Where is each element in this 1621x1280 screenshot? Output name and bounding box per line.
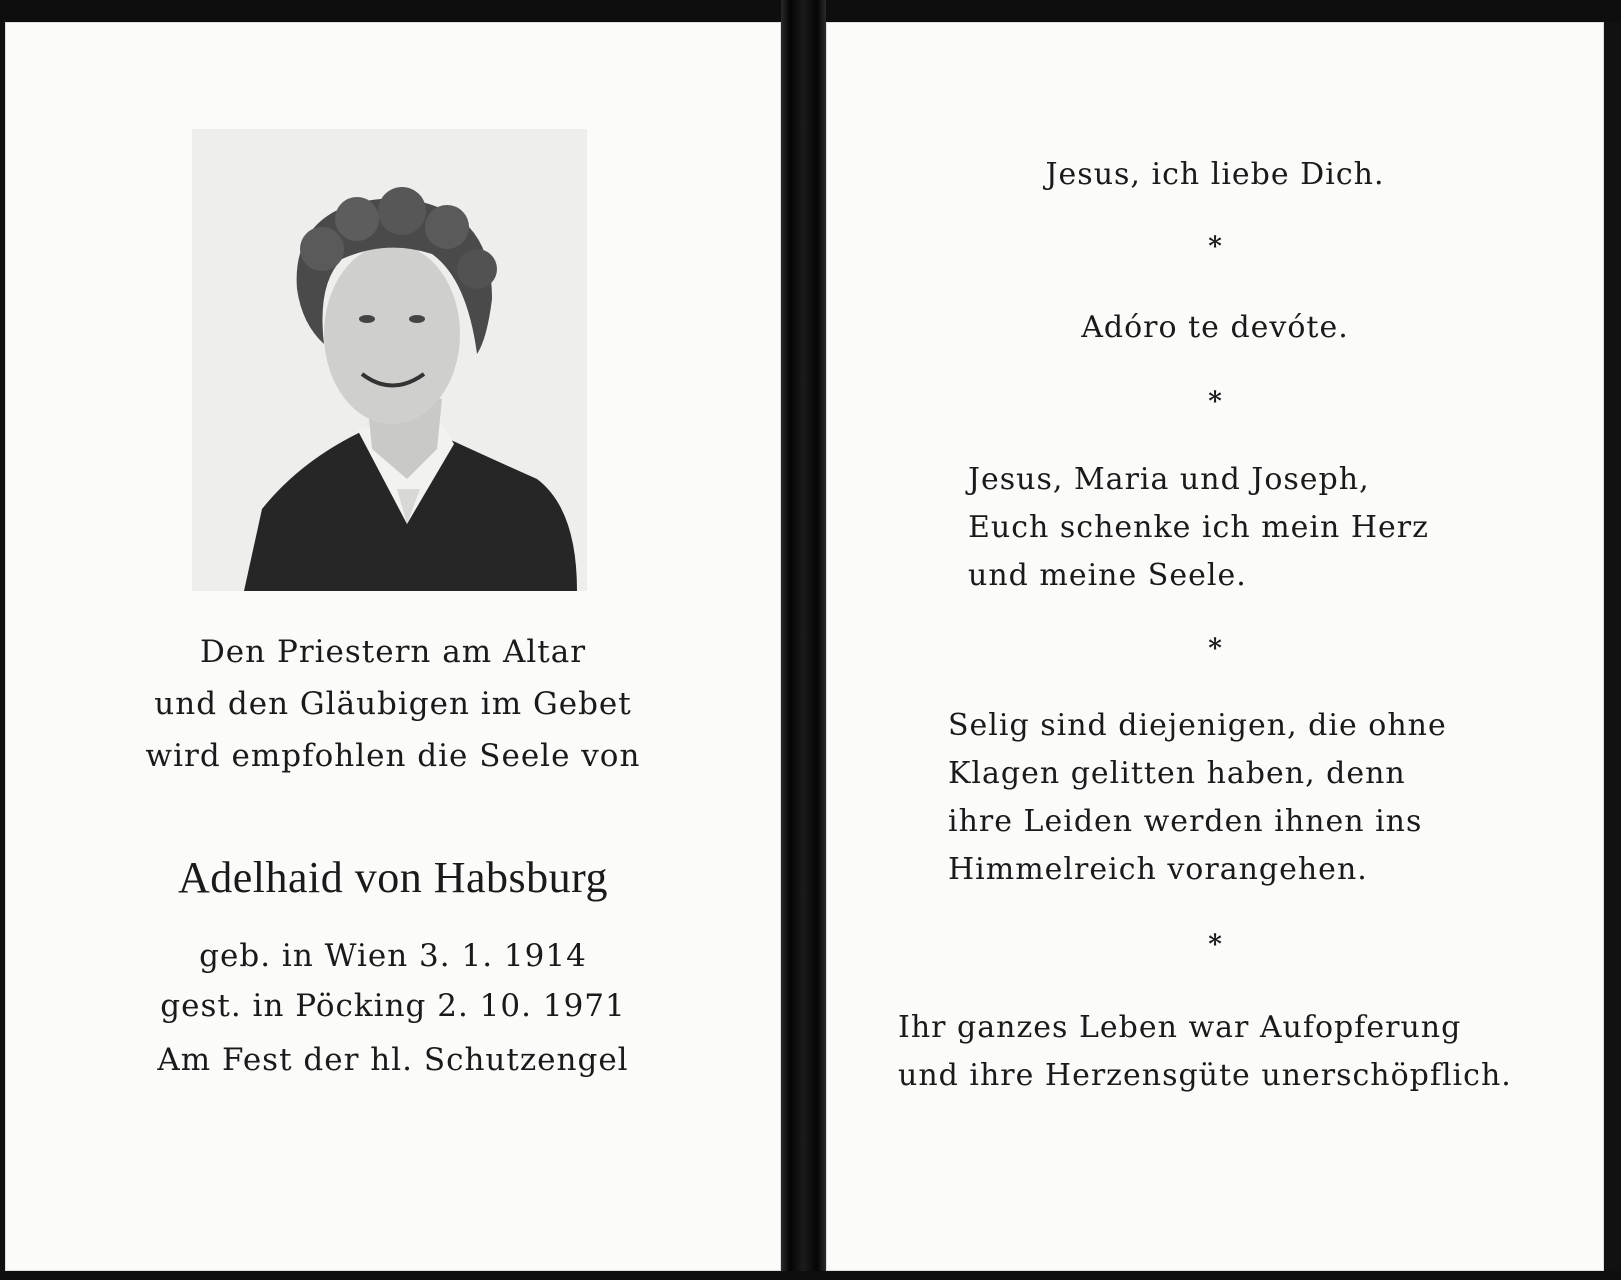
beatitude-line-3: ihre Leiden werden ihnen ins	[948, 804, 1423, 839]
closing-line-2: und ihre Herzensgüte unerschöpflich.	[898, 1058, 1512, 1093]
separator-star-2: *	[1208, 387, 1222, 417]
separator-star-4: *	[1208, 930, 1222, 960]
prayer-jesus-love: Jesus, ich liebe Dich.	[1045, 157, 1385, 192]
deceased-name: Adelhaid von Habsburg	[177, 853, 609, 902]
feast-line: Am Fest der hl. Schutzengel	[157, 1042, 629, 1078]
card-frame-bottom	[0, 1271, 1621, 1280]
card-fold	[781, 0, 826, 1280]
beatitude-line-2: Klagen gelitten haben, denn	[948, 756, 1406, 791]
birth-line: geb. in Wien 3. 1. 1914	[199, 938, 587, 974]
commendation-line-2: und den Gläubigen im Gebet	[154, 686, 632, 722]
right-card	[826, 22, 1604, 1271]
closing-line-1: Ihr ganzes Leben war Aufopferung	[898, 1010, 1462, 1045]
separator-star-3: *	[1208, 634, 1222, 664]
death-line: gest. in Pöcking 2. 10. 1971	[160, 988, 626, 1024]
separator-star-1: *	[1208, 232, 1222, 262]
beatitude-line-1: Selig sind diejenigen, die ohne	[948, 708, 1447, 743]
prayer-holy-family-line-1: Jesus, Maria und Joseph,	[968, 462, 1370, 497]
prayer-adoro: Adóro te devóte.	[1081, 310, 1349, 345]
commendation-line-1: Den Priestern am Altar	[199, 634, 587, 670]
prayer-holy-family-line-2: Euch schenke ich mein Herz	[968, 510, 1429, 545]
portrait-photo	[192, 129, 587, 591]
commendation-line-3: wird empfohlen die Seele von	[145, 738, 641, 774]
left-card	[5, 22, 781, 1271]
beatitude-line-4: Himmelreich vorangehen.	[948, 852, 1368, 887]
prayer-holy-family-line-3: und meine Seele.	[968, 558, 1247, 593]
